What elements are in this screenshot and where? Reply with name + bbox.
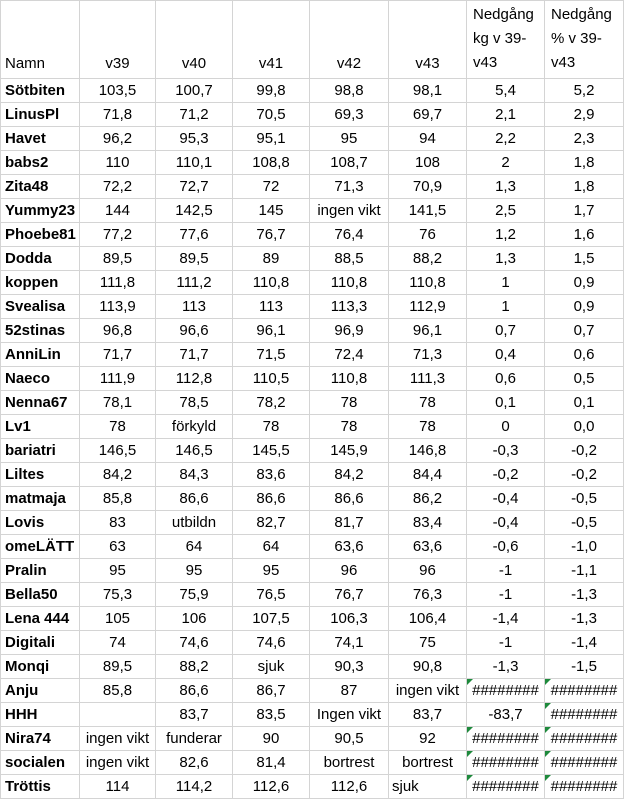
data-cell[interactable]: 106,3 xyxy=(310,607,389,631)
data-cell[interactable]: 96 xyxy=(310,559,389,583)
name-cell[interactable]: omeLÄTT xyxy=(1,535,80,559)
data-cell[interactable]: 113,3 xyxy=(310,295,389,319)
data-cell[interactable]: 84,2 xyxy=(310,463,389,487)
data-cell[interactable]: 85,8 xyxy=(80,679,156,703)
name-cell[interactable]: Dodda xyxy=(1,247,80,271)
data-cell[interactable]: 64 xyxy=(233,535,310,559)
name-cell[interactable]: matmaja xyxy=(1,487,80,511)
data-cell[interactable]: 96,9 xyxy=(310,319,389,343)
data-cell[interactable]: sjuk xyxy=(233,655,310,679)
table-row xyxy=(1,703,624,727)
data-cell[interactable]: 77,2 xyxy=(80,223,156,247)
data-cell[interactable]: 88,2 xyxy=(156,655,233,679)
data-cell[interactable]: 1,3 xyxy=(467,175,545,199)
data-cell[interactable]: 98,8 xyxy=(310,79,389,103)
data-cell[interactable]: 112,9 xyxy=(389,295,467,319)
name-cell[interactable]: Naeco xyxy=(1,367,80,391)
data-cell[interactable]: 89,5 xyxy=(80,247,156,271)
data-cell[interactable]: 86,7 xyxy=(233,679,310,703)
data-cell[interactable]: 142,5 xyxy=(156,199,233,223)
data-cell[interactable]: 144 xyxy=(80,199,156,223)
table-row xyxy=(1,679,624,703)
table-row xyxy=(1,199,624,223)
data-cell[interactable]: 84,3 xyxy=(156,463,233,487)
data-cell[interactable]: 146,5 xyxy=(156,439,233,463)
data-cell[interactable]: 96,2 xyxy=(80,127,156,151)
table-row xyxy=(1,223,624,247)
data-cell[interactable]: 141,5 xyxy=(389,199,467,223)
data-cell[interactable]: 89,5 xyxy=(80,655,156,679)
name-cell[interactable]: Yummy23 xyxy=(1,199,80,223)
name-cell[interactable]: Liltes xyxy=(1,463,80,487)
header-cell[interactable]: Namn xyxy=(1,1,80,79)
data-cell[interactable]: 112,8 xyxy=(156,367,233,391)
data-cell[interactable]: 84,4 xyxy=(389,463,467,487)
data-cell[interactable]: 111,3 xyxy=(389,367,467,391)
data-cell[interactable]: 1,3 xyxy=(467,247,545,271)
data-cell[interactable]: 88,5 xyxy=(310,247,389,271)
header-cell[interactable]: v43 xyxy=(389,1,467,79)
data-cell[interactable]: -1,4 xyxy=(545,631,624,655)
table-row xyxy=(1,103,624,127)
data-cell[interactable]: 145,9 xyxy=(310,439,389,463)
data-cell[interactable]: 77,6 xyxy=(156,223,233,247)
table-row xyxy=(1,175,624,199)
data-cell[interactable]: 76,5 xyxy=(233,583,310,607)
table-row xyxy=(1,247,624,271)
data-cell[interactable]: 106 xyxy=(156,607,233,631)
data-cell[interactable]: 113 xyxy=(156,295,233,319)
data-cell[interactable]: 95 xyxy=(80,559,156,583)
data-cell[interactable]: -1,4 xyxy=(467,607,545,631)
data-cell[interactable]: 146,5 xyxy=(80,439,156,463)
data-cell[interactable]: ######## xyxy=(467,775,545,799)
data-cell[interactable]: 83,6 xyxy=(233,463,310,487)
data-cell[interactable]: 71,5 xyxy=(233,343,310,367)
data-cell[interactable]: 71,7 xyxy=(156,343,233,367)
name-cell[interactable]: HHH xyxy=(1,703,80,727)
data-cell[interactable]: 76,7 xyxy=(310,583,389,607)
data-cell[interactable]: -0,5 xyxy=(545,487,624,511)
data-cell[interactable]: 78 xyxy=(80,415,156,439)
data-cell[interactable]: -1,1 xyxy=(545,559,624,583)
data-cell[interactable]: 64 xyxy=(156,535,233,559)
data-cell[interactable]: 75 xyxy=(389,631,467,655)
header-cell[interactable]: v39 xyxy=(80,1,156,79)
data-cell[interactable]: ingen vikt xyxy=(80,727,156,751)
name-cell[interactable]: Zita48 xyxy=(1,175,80,199)
data-cell[interactable]: -0,5 xyxy=(545,511,624,535)
data-cell[interactable]: 1,8 xyxy=(545,175,624,199)
data-cell[interactable]: 114,2 xyxy=(156,775,233,799)
table-row xyxy=(1,319,624,343)
data-cell[interactable]: 108,7 xyxy=(310,151,389,175)
data-cell[interactable]: 0,7 xyxy=(545,319,624,343)
header-cell[interactable]: Nedgång kg v 39-v43 xyxy=(467,1,545,79)
data-cell[interactable]: 99,8 xyxy=(233,79,310,103)
name-cell[interactable]: Lv1 xyxy=(1,415,80,439)
data-cell[interactable]: ######## xyxy=(545,727,624,751)
table-row xyxy=(1,511,624,535)
data-cell[interactable]: 107,5 xyxy=(233,607,310,631)
data-cell[interactable]: 1,5 xyxy=(545,247,624,271)
data-cell[interactable]: 0,5 xyxy=(545,367,624,391)
data-cell[interactable]: funderar xyxy=(156,727,233,751)
data-cell[interactable]: 100,7 xyxy=(156,79,233,103)
data-cell[interactable]: sjuk xyxy=(389,775,467,799)
data-cell[interactable]: 94 xyxy=(389,127,467,151)
data-cell[interactable]: 2,1 xyxy=(467,103,545,127)
data-cell[interactable]: 5,4 xyxy=(467,79,545,103)
data-cell[interactable]: -1 xyxy=(467,631,545,655)
name-cell[interactable]: AnniLin xyxy=(1,343,80,367)
data-cell[interactable]: 90,5 xyxy=(310,727,389,751)
data-cell[interactable]: 71,3 xyxy=(389,343,467,367)
data-cell[interactable]: 95,3 xyxy=(156,127,233,151)
data-cell[interactable]: -0,2 xyxy=(545,439,624,463)
table-row xyxy=(1,559,624,583)
data-cell[interactable]: 78 xyxy=(310,391,389,415)
data-cell[interactable]: 0,4 xyxy=(467,343,545,367)
data-cell[interactable]: 78 xyxy=(389,415,467,439)
table-row xyxy=(1,367,624,391)
data-cell[interactable]: 86,6 xyxy=(156,679,233,703)
data-cell[interactable]: 74,6 xyxy=(233,631,310,655)
data-cell[interactable]: 114 xyxy=(80,775,156,799)
data-cell[interactable]: -1 xyxy=(467,559,545,583)
data-cell[interactable]: 0,0 xyxy=(545,415,624,439)
name-cell[interactable]: Nenna67 xyxy=(1,391,80,415)
data-cell[interactable]: 96,1 xyxy=(233,319,310,343)
data-cell[interactable]: 112,6 xyxy=(310,775,389,799)
data-cell[interactable]: 0,6 xyxy=(545,343,624,367)
data-cell[interactable]: 78 xyxy=(310,415,389,439)
data-cell[interactable]: 5,2 xyxy=(545,79,624,103)
data-cell[interactable]: 72 xyxy=(233,175,310,199)
data-cell[interactable]: 110,8 xyxy=(310,271,389,295)
data-cell[interactable]: 82,7 xyxy=(233,511,310,535)
data-cell[interactable]: 63,6 xyxy=(310,535,389,559)
data-cell[interactable]: 1,7 xyxy=(545,199,624,223)
name-cell[interactable]: Phoebe81 xyxy=(1,223,80,247)
table-row xyxy=(1,439,624,463)
data-cell[interactable]: -0,3 xyxy=(467,439,545,463)
data-cell[interactable]: 75,3 xyxy=(80,583,156,607)
table-row xyxy=(1,727,624,751)
data-cell[interactable]: bortrest xyxy=(389,751,467,775)
data-cell[interactable]: 76,7 xyxy=(233,223,310,247)
data-cell[interactable]: 86,6 xyxy=(233,487,310,511)
table-row xyxy=(1,775,624,799)
data-cell[interactable]: 96,8 xyxy=(80,319,156,343)
name-cell[interactable]: Anju xyxy=(1,679,80,703)
data-cell[interactable]: 89 xyxy=(233,247,310,271)
name-cell[interactable]: Pralin xyxy=(1,559,80,583)
data-cell[interactable]: -0,2 xyxy=(467,463,545,487)
data-cell[interactable]: 78 xyxy=(389,391,467,415)
data-cell[interactable]: Ingen vikt xyxy=(310,703,389,727)
name-cell[interactable]: Digitali xyxy=(1,631,80,655)
data-cell[interactable]: bortrest xyxy=(310,751,389,775)
data-cell[interactable] xyxy=(80,703,156,727)
data-cell[interactable]: 113 xyxy=(233,295,310,319)
data-cell[interactable]: 70,9 xyxy=(389,175,467,199)
data-cell[interactable]: -0,6 xyxy=(467,535,545,559)
data-cell[interactable]: ######## xyxy=(545,679,624,703)
data-cell[interactable]: -83,7 xyxy=(467,703,545,727)
data-cell[interactable]: 0,9 xyxy=(545,295,624,319)
name-cell[interactable]: Lovis xyxy=(1,511,80,535)
data-cell[interactable]: -0,2 xyxy=(545,463,624,487)
data-cell[interactable]: 105 xyxy=(80,607,156,631)
data-cell[interactable]: utbildn xyxy=(156,511,233,535)
data-cell[interactable]: 0 xyxy=(467,415,545,439)
name-cell[interactable]: Nira74 xyxy=(1,727,80,751)
name-cell[interactable]: Bella50 xyxy=(1,583,80,607)
data-cell[interactable]: 111,2 xyxy=(156,271,233,295)
data-cell[interactable]: 145,5 xyxy=(233,439,310,463)
data-cell[interactable]: 146,8 xyxy=(389,439,467,463)
data-cell[interactable]: 86,6 xyxy=(310,487,389,511)
data-cell[interactable]: 112,6 xyxy=(233,775,310,799)
table-row xyxy=(1,463,624,487)
name-cell[interactable]: Sötbiten xyxy=(1,79,80,103)
data-cell[interactable]: 1,2 xyxy=(467,223,545,247)
data-cell[interactable]: 90 xyxy=(233,727,310,751)
data-cell[interactable]: ingen vikt xyxy=(389,679,467,703)
data-cell[interactable]: 90,3 xyxy=(310,655,389,679)
table-row xyxy=(1,655,624,679)
data-cell[interactable]: 71,2 xyxy=(156,103,233,127)
data-cell[interactable]: -1,5 xyxy=(545,655,624,679)
data-cell[interactable]: 83,7 xyxy=(389,703,467,727)
data-cell[interactable]: 83 xyxy=(80,511,156,535)
data-cell[interactable]: 110,5 xyxy=(233,367,310,391)
data-cell[interactable]: 74 xyxy=(80,631,156,655)
table-row xyxy=(1,751,624,775)
data-cell[interactable]: 113,9 xyxy=(80,295,156,319)
data-cell[interactable]: 86,6 xyxy=(156,487,233,511)
data-cell[interactable]: -1 xyxy=(467,583,545,607)
data-cell[interactable]: 96,1 xyxy=(389,319,467,343)
data-cell[interactable]: 0,1 xyxy=(545,391,624,415)
data-cell[interactable]: 72,4 xyxy=(310,343,389,367)
header-cell[interactable]: Nedgång % v 39-v43 xyxy=(545,1,624,79)
name-cell[interactable]: Lena 444 xyxy=(1,607,80,631)
data-cell[interactable]: 1,6 xyxy=(545,223,624,247)
data-cell[interactable]: 78 xyxy=(233,415,310,439)
name-cell[interactable]: Monqi xyxy=(1,655,80,679)
data-cell[interactable]: 63,6 xyxy=(389,535,467,559)
data-cell[interactable]: 75,9 xyxy=(156,583,233,607)
name-cell[interactable]: koppen xyxy=(1,271,80,295)
data-cell[interactable]: 76,3 xyxy=(389,583,467,607)
data-cell[interactable]: 110,1 xyxy=(156,151,233,175)
data-cell[interactable]: 81,7 xyxy=(310,511,389,535)
header-cell[interactable]: v41 xyxy=(233,1,310,79)
data-cell[interactable]: 72,7 xyxy=(156,175,233,199)
data-cell[interactable]: -1,3 xyxy=(545,583,624,607)
data-cell[interactable]: 110 xyxy=(80,151,156,175)
name-cell[interactable]: Tröttis xyxy=(1,775,80,799)
data-cell[interactable]: 2,5 xyxy=(467,199,545,223)
data-cell[interactable]: 106,4 xyxy=(389,607,467,631)
table-row xyxy=(1,631,624,655)
name-cell[interactable]: 52stinas xyxy=(1,319,80,343)
data-cell[interactable]: 1 xyxy=(467,295,545,319)
data-cell[interactable]: 63 xyxy=(80,535,156,559)
table-row xyxy=(1,607,624,631)
data-cell[interactable]: 71,3 xyxy=(310,175,389,199)
table-row xyxy=(1,151,624,175)
data-cell[interactable]: ######## xyxy=(545,775,624,799)
header-cell[interactable]: v40 xyxy=(156,1,233,79)
table-row xyxy=(1,343,624,367)
data-cell[interactable]: 76 xyxy=(389,223,467,247)
data-cell[interactable]: 0,9 xyxy=(545,271,624,295)
table-row xyxy=(1,535,624,559)
data-cell[interactable]: ######## xyxy=(467,727,545,751)
data-cell[interactable]: 89,5 xyxy=(156,247,233,271)
table-row xyxy=(1,487,624,511)
data-cell[interactable]: 110,8 xyxy=(233,271,310,295)
data-cell[interactable]: 83,7 xyxy=(156,703,233,727)
table-row xyxy=(1,271,624,295)
table-row xyxy=(1,583,624,607)
data-cell[interactable]: 71,8 xyxy=(80,103,156,127)
data-cell[interactable]: 0,1 xyxy=(467,391,545,415)
data-cell[interactable]: 2,2 xyxy=(467,127,545,151)
data-cell[interactable]: 78,5 xyxy=(156,391,233,415)
data-cell[interactable]: 81,4 xyxy=(233,751,310,775)
name-cell[interactable]: bariatri xyxy=(1,439,80,463)
data-cell[interactable]: ingen vikt xyxy=(310,199,389,223)
data-cell[interactable]: 72,2 xyxy=(80,175,156,199)
data-cell[interactable]: 0,6 xyxy=(467,367,545,391)
data-cell[interactable]: 95 xyxy=(233,559,310,583)
data-cell[interactable]: 96 xyxy=(389,559,467,583)
table-row xyxy=(1,415,624,439)
data-cell[interactable]: 83,4 xyxy=(389,511,467,535)
data-cell[interactable]: 2,9 xyxy=(545,103,624,127)
name-cell[interactable]: Havet xyxy=(1,127,80,151)
data-cell[interactable]: 95 xyxy=(156,559,233,583)
data-cell[interactable]: 74,6 xyxy=(156,631,233,655)
table-row xyxy=(1,127,624,151)
name-cell[interactable]: babs2 xyxy=(1,151,80,175)
data-cell[interactable]: 103,5 xyxy=(80,79,156,103)
data-cell[interactable]: 86,2 xyxy=(389,487,467,511)
data-cell[interactable]: -1,3 xyxy=(545,607,624,631)
data-cell[interactable]: 111,9 xyxy=(80,367,156,391)
data-cell[interactable]: 90,8 xyxy=(389,655,467,679)
data-cell[interactable]: 111,8 xyxy=(80,271,156,295)
table-row xyxy=(1,79,624,103)
data-cell[interactable]: 96,6 xyxy=(156,319,233,343)
data-cell[interactable]: 110,8 xyxy=(389,271,467,295)
data-cell[interactable]: 1,8 xyxy=(545,151,624,175)
data-cell[interactable]: 145 xyxy=(233,199,310,223)
data-cell[interactable]: 95 xyxy=(310,127,389,151)
data-cell[interactable]: 0,7 xyxy=(467,319,545,343)
data-cell[interactable]: 71,7 xyxy=(80,343,156,367)
data-cell[interactable]: 88,2 xyxy=(389,247,467,271)
data-cell[interactable]: 76,4 xyxy=(310,223,389,247)
data-cell[interactable]: 78,1 xyxy=(80,391,156,415)
data-cell[interactable]: förkyld xyxy=(156,415,233,439)
data-cell[interactable]: ######## xyxy=(467,679,545,703)
data-cell[interactable]: 2 xyxy=(467,151,545,175)
data-cell[interactable]: 69,7 xyxy=(389,103,467,127)
data-cell[interactable]: -1,0 xyxy=(545,535,624,559)
data-cell[interactable]: -0,4 xyxy=(467,487,545,511)
data-cell[interactable]: 82,6 xyxy=(156,751,233,775)
data-cell[interactable]: -1,3 xyxy=(467,655,545,679)
data-cell[interactable]: ######## xyxy=(467,751,545,775)
data-cell[interactable]: 92 xyxy=(389,727,467,751)
table-row xyxy=(1,391,624,415)
data-cell[interactable]: 87 xyxy=(310,679,389,703)
data-cell[interactable]: -0,4 xyxy=(467,511,545,535)
data-cell[interactable]: 84,2 xyxy=(80,463,156,487)
header-cell[interactable]: v42 xyxy=(310,1,389,79)
data-cell[interactable]: ######## xyxy=(545,751,624,775)
data-cell[interactable]: 83,5 xyxy=(233,703,310,727)
data-cell[interactable]: 98,1 xyxy=(389,79,467,103)
data-cell[interactable]: 69,3 xyxy=(310,103,389,127)
data-cell[interactable]: 78,2 xyxy=(233,391,310,415)
data-cell[interactable]: 95,1 xyxy=(233,127,310,151)
data-cell[interactable]: 70,5 xyxy=(233,103,310,127)
data-cell[interactable]: 1 xyxy=(467,271,545,295)
name-cell[interactable]: Svealisa xyxy=(1,295,80,319)
data-cell[interactable]: 74,1 xyxy=(310,631,389,655)
data-cell[interactable]: ingen vikt xyxy=(80,751,156,775)
table-row xyxy=(1,295,624,319)
name-cell[interactable]: socialen xyxy=(1,751,80,775)
header-row xyxy=(1,1,624,79)
data-cell[interactable]: ######## xyxy=(545,703,624,727)
name-cell[interactable]: LinusPl xyxy=(1,103,80,127)
data-cell[interactable]: 108 xyxy=(389,151,467,175)
data-cell[interactable]: 110,8 xyxy=(310,367,389,391)
data-cell[interactable]: 108,8 xyxy=(233,151,310,175)
data-cell[interactable]: 85,8 xyxy=(80,487,156,511)
data-cell[interactable]: 2,3 xyxy=(545,127,624,151)
